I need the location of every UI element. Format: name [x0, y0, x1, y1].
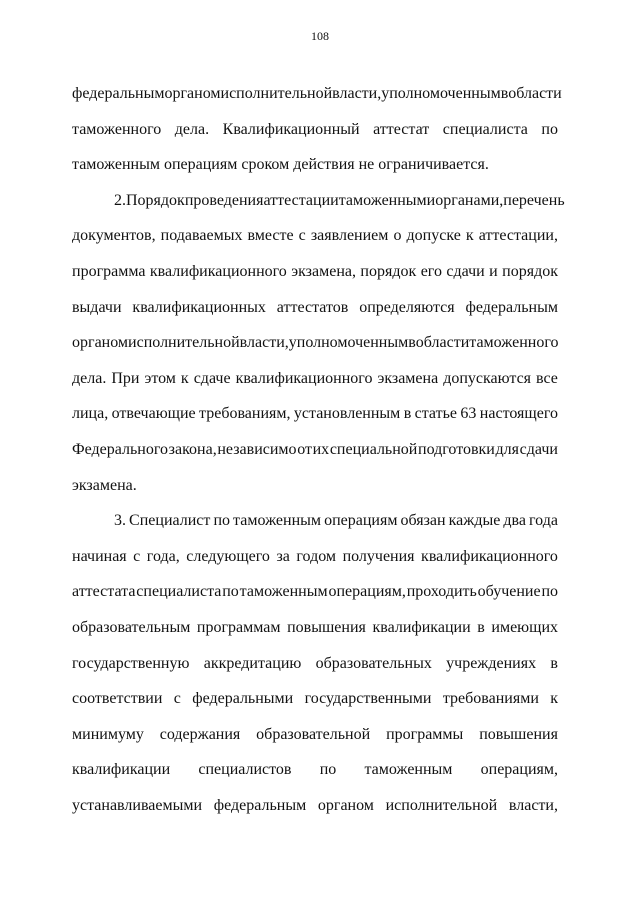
word: сдачи [519, 440, 558, 458]
word: 63 [460, 405, 477, 423]
text-line [72, 218, 558, 254]
text-line [72, 503, 558, 539]
word: повышения [479, 725, 558, 743]
word: к [465, 227, 474, 245]
word: операциям, [328, 583, 406, 601]
word: государственными [304, 690, 432, 708]
text-line [72, 361, 558, 397]
word: годом [296, 547, 337, 565]
text-line [72, 610, 558, 646]
word: программа [72, 262, 146, 280]
text-line [72, 752, 558, 788]
page-number: 108 [311, 29, 329, 43]
word: их [312, 440, 330, 458]
word: следующего [186, 547, 270, 565]
text-line [72, 574, 558, 610]
word: аттестации, [478, 227, 558, 245]
word: отвечающие [111, 405, 196, 423]
word: сроком [241, 156, 290, 174]
word: таможенным [239, 583, 328, 601]
word: получения [342, 547, 415, 565]
word: настоящего [479, 405, 558, 423]
word: перечень [503, 191, 565, 209]
word: с [133, 547, 141, 565]
word: его [420, 262, 442, 280]
word: с [173, 690, 181, 708]
word: аттестат [373, 120, 430, 138]
word: имеющих [491, 618, 558, 636]
word: проходить [406, 583, 477, 601]
word: устанавливаемыми [72, 796, 203, 814]
word: с [298, 227, 306, 245]
word: ограничивается. [378, 156, 489, 174]
word: вместе [247, 227, 294, 245]
word: При [111, 369, 140, 387]
word: подаваемых [160, 227, 243, 245]
word: экзамена [377, 369, 439, 387]
word: Квалификационный [222, 120, 360, 138]
word: повышения [287, 618, 366, 636]
word: власти, [508, 796, 558, 814]
word: таможенным [233, 512, 322, 530]
word: заявлением [310, 227, 389, 245]
text-line [72, 717, 558, 753]
paragraph [72, 76, 562, 183]
word: образовательным [72, 618, 191, 636]
text-line [72, 396, 558, 432]
word: в [500, 85, 509, 102]
word: аттестации [263, 191, 339, 209]
word: квалификационного [235, 369, 373, 387]
word: к [180, 369, 189, 387]
word: исполнительной [128, 334, 240, 352]
word: операциям [163, 156, 238, 174]
word: независимо [217, 440, 297, 458]
word: за [276, 547, 290, 565]
word: подготовки [418, 440, 495, 458]
word: от [297, 440, 312, 458]
word: дела. [72, 369, 107, 387]
word: года, [146, 547, 180, 565]
word: в [477, 618, 485, 636]
word: образовательной [256, 725, 371, 743]
text-line [72, 468, 558, 504]
word: закона, [168, 440, 217, 458]
word: содержания [159, 725, 241, 743]
word: этом [144, 369, 176, 387]
word: 2. [114, 191, 126, 209]
text-line [72, 325, 558, 361]
word: каждые [448, 512, 501, 530]
word: допуске [406, 227, 461, 245]
word: власти, [239, 334, 289, 352]
word: программам [196, 618, 281, 636]
word: таможенным [72, 156, 160, 174]
word: экзамена, [291, 262, 356, 280]
word: дела. [174, 120, 210, 138]
word: сдаче [193, 369, 231, 387]
word: определяются [359, 298, 455, 316]
word: Федерального [72, 440, 169, 458]
text-line [72, 147, 558, 183]
word: федеральным [72, 85, 165, 102]
word: органом [72, 334, 129, 352]
word: экзамена. [72, 476, 137, 494]
word: исполнительной [385, 796, 498, 814]
word: исполнительной [220, 85, 333, 102]
word: не [358, 156, 375, 174]
paragraph [72, 503, 558, 823]
word: таможенного [469, 334, 559, 352]
word: статье [414, 405, 458, 423]
word: и [489, 262, 498, 280]
word: области [508, 85, 562, 102]
text-line [72, 290, 558, 326]
word: соответствии [72, 690, 163, 708]
word: программы [386, 725, 464, 743]
word: таможенного [72, 120, 162, 138]
word: органом [317, 796, 374, 814]
word: специалиста [442, 120, 528, 138]
word: документов, [72, 227, 156, 245]
word: уполномоченным [288, 334, 409, 352]
word: два [503, 512, 526, 530]
word: установленным [293, 405, 401, 423]
word: аттестата [72, 583, 136, 601]
word: минимуму [72, 725, 144, 743]
word: сдачи [446, 262, 485, 280]
word: в [550, 654, 558, 672]
word: требованиям, [199, 405, 291, 423]
word: учреждениях [446, 654, 537, 672]
word: аккредитацию [203, 654, 302, 672]
text-line [72, 432, 558, 468]
word: требованиями [442, 690, 539, 708]
word: специалиста [136, 583, 222, 601]
word: о [393, 227, 402, 245]
word: таможенным [364, 761, 453, 779]
word: Порядок [126, 191, 185, 209]
word: года [529, 512, 558, 530]
text-line [72, 539, 558, 575]
document-body [72, 76, 565, 823]
word: квалификационного [421, 547, 558, 565]
word: по [541, 120, 558, 138]
word: Специалист [129, 512, 211, 530]
word: начиная [72, 547, 127, 565]
word: в [403, 405, 412, 423]
word: специальной [329, 440, 418, 458]
word: порядок [360, 262, 417, 280]
word: 3. [114, 512, 126, 530]
word: действия [293, 156, 355, 174]
text-line [72, 788, 558, 824]
word: федеральным [213, 796, 307, 814]
word: выдачи [72, 298, 122, 316]
word: органами, [435, 191, 504, 209]
word: квалификации [372, 618, 471, 636]
word: лица, [72, 405, 109, 423]
word: все [536, 369, 558, 387]
word: обучение [477, 583, 541, 601]
word: квалификационных [132, 298, 266, 316]
word: государственную [72, 654, 190, 672]
word: операциям, [480, 761, 558, 779]
word: порядок [502, 262, 558, 280]
word: квалификационного [149, 262, 287, 280]
word: таможенными [338, 191, 436, 209]
word: по [222, 583, 239, 601]
word: специалистов [198, 761, 292, 779]
word: федеральными [192, 690, 294, 708]
word: власти, [332, 85, 382, 102]
word: для [495, 440, 519, 458]
word: федеральным [465, 298, 558, 316]
word: к [550, 690, 558, 708]
word: в [408, 334, 416, 352]
word: проведения [184, 191, 264, 209]
word: уполномоченным [381, 85, 501, 102]
word: по [213, 512, 230, 530]
text-line [72, 254, 558, 290]
text-line [72, 183, 565, 219]
text-line [72, 76, 562, 112]
paragraph [72, 183, 565, 503]
text-line [72, 646, 558, 682]
word: по [319, 761, 337, 779]
word: допускаются [443, 369, 532, 387]
text-line [72, 681, 558, 717]
word: операциям [324, 512, 398, 530]
word: области [415, 334, 470, 352]
word: аттестатов [276, 298, 349, 316]
word: квалификации [72, 761, 171, 779]
word: обязан [400, 512, 446, 530]
word: органом [164, 85, 221, 102]
word: по [541, 583, 558, 601]
text-line [72, 112, 558, 148]
word: образовательных [315, 654, 432, 672]
